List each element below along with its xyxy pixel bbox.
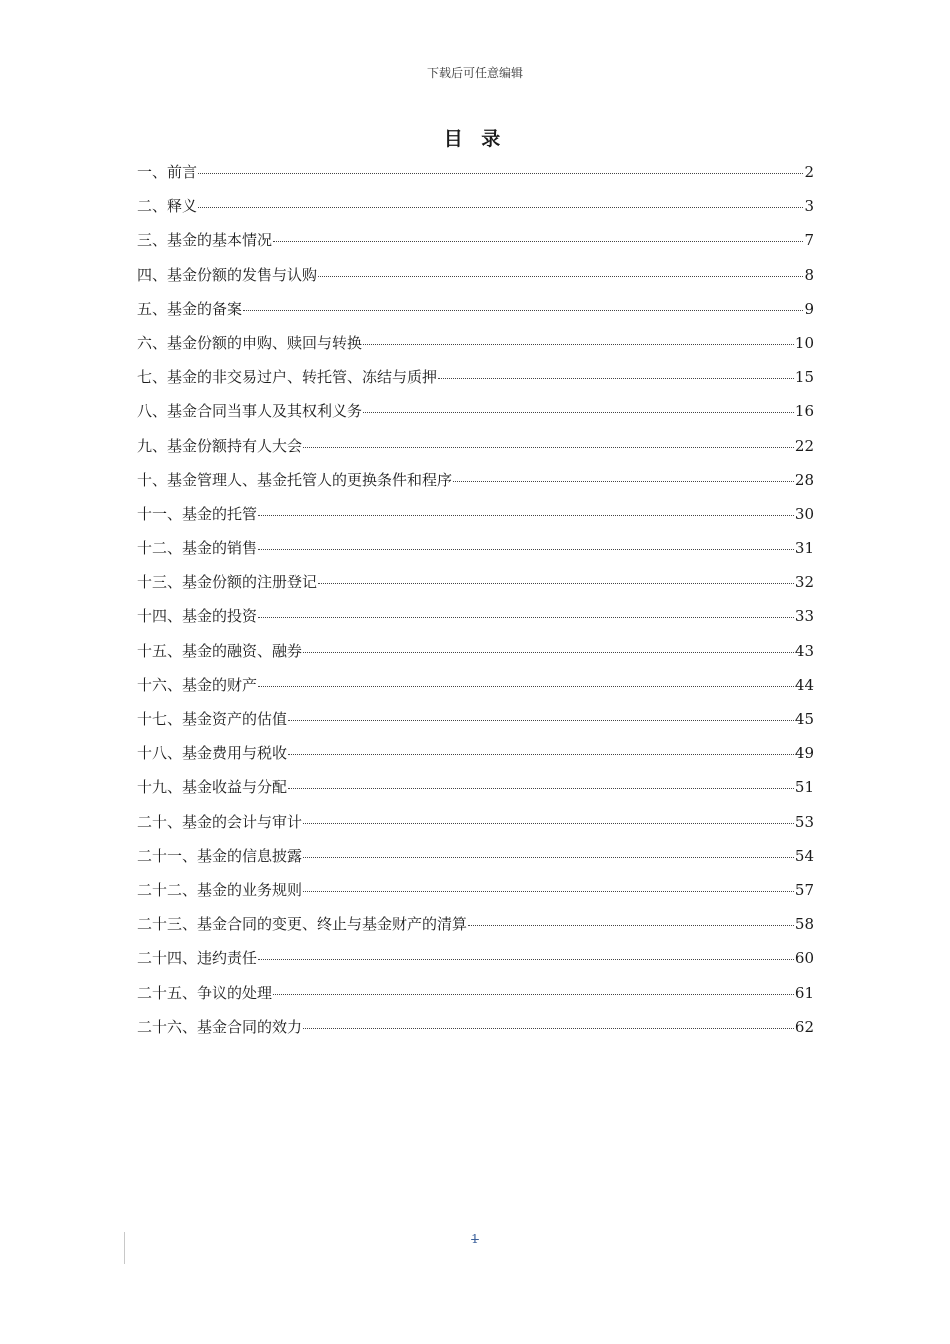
toc-dot-leader	[303, 856, 794, 858]
toc-dot-leader	[198, 206, 803, 208]
toc-entry[interactable]	[137, 810, 814, 844]
toc-entry-label: 二、释义	[137, 197, 198, 216]
toc-entry[interactable]	[137, 228, 814, 262]
toc-entry-label: 二十一、基金的信息披露	[137, 846, 303, 865]
toc-dot-leader	[318, 582, 794, 584]
toc-entry[interactable]	[137, 946, 814, 980]
toc-dot-leader	[288, 787, 794, 789]
toc-entry-page: 3	[804, 197, 814, 216]
toc-entry[interactable]	[137, 502, 814, 536]
toc-entry[interactable]	[137, 365, 814, 399]
toc-dot-leader	[258, 685, 794, 687]
toc-dot-leader	[273, 240, 803, 242]
page-header: 下载后可任意编辑	[426, 66, 523, 80]
toc-dot-leader	[303, 446, 794, 448]
toc-entry[interactable]	[137, 878, 814, 912]
toc-entry-page: 8	[804, 265, 814, 284]
toc-dot-leader	[303, 651, 794, 653]
toc-entry-label: 一、前言	[137, 163, 198, 181]
toc-entry[interactable]	[137, 707, 814, 741]
toc-entry[interactable]	[137, 160, 814, 194]
toc-dot-leader	[453, 480, 794, 482]
toc-entry-label: 十、基金管理人、基金托管人的更换条件和程序	[137, 470, 453, 489]
toc-entry-label: 二十二、基金的业务规则	[137, 880, 303, 899]
toc-entry-page: 15	[794, 368, 814, 387]
toc-entry-label: 十一、基金的托管	[137, 504, 258, 523]
toc-dot-leader	[318, 275, 803, 277]
toc-entry-label: 二十五、争议的处理	[137, 983, 273, 1002]
toc-dot-leader	[258, 958, 794, 960]
toc-entry-page: 28	[794, 470, 814, 489]
toc-entry-label: 二十四、违约责任	[137, 949, 258, 968]
toc-entry[interactable]	[137, 468, 814, 502]
toc-entry[interactable]	[137, 844, 814, 878]
toc-title: 目 录	[443, 128, 507, 150]
toc-entry[interactable]	[137, 639, 814, 673]
toc-entry-label: 二十、基金的会计与审计	[137, 812, 303, 831]
toc-entry[interactable]	[137, 673, 814, 707]
toc-dot-leader	[273, 993, 794, 995]
toc-entry-page: 60	[794, 949, 814, 968]
toc-entry[interactable]	[137, 331, 814, 365]
toc-entry[interactable]	[137, 741, 814, 775]
toc-entry-page: 51	[794, 778, 814, 797]
toc-entry[interactable]	[137, 570, 814, 604]
toc-entry[interactable]	[137, 604, 814, 638]
toc-dot-leader	[303, 822, 794, 824]
toc-entry-page: 10	[794, 333, 814, 352]
toc-entry[interactable]	[137, 775, 814, 809]
toc-entry-page: 33	[794, 607, 814, 626]
toc-entry[interactable]	[137, 536, 814, 570]
toc-entry-page: 45	[794, 710, 814, 728]
toc-entry-label: 五、基金的备案	[137, 299, 243, 318]
toc-entry-label: 八、基金合同当事人及其权利义务	[137, 402, 363, 421]
toc-entry-page: 30	[794, 504, 814, 523]
toc-entry[interactable]	[137, 263, 814, 297]
toc-dot-leader	[303, 1027, 794, 1029]
toc-entry[interactable]	[137, 297, 814, 331]
toc-entry[interactable]	[137, 1015, 814, 1049]
toc-dot-leader	[258, 514, 794, 516]
toc-entry-label: 二十六、基金合同的效力	[137, 1017, 303, 1036]
toc-entry-label: 十七、基金资产的估值	[137, 710, 288, 728]
toc-entry-label: 十四、基金的投资	[137, 607, 258, 626]
toc-entry[interactable]	[137, 434, 814, 468]
toc-entry-page: 61	[794, 983, 814, 1002]
toc-entry-page: 16	[794, 402, 814, 421]
table-of-contents	[137, 160, 814, 1049]
toc-dot-leader	[303, 890, 794, 892]
toc-entry-label: 七、基金的非交易过户、转托管、冻结与质押	[137, 368, 438, 387]
toc-entry-label: 十二、基金的销售	[137, 539, 258, 558]
toc-entry-label: 六、基金份额的申购、赎回与转换	[137, 333, 363, 352]
toc-entry-page: 44	[794, 675, 814, 694]
toc-entry-label: 九、基金份额持有人大会	[137, 436, 303, 455]
toc-entry-label: 十五、基金的融资、融券	[137, 641, 303, 660]
toc-entry-label: 十八、基金费用与税收	[137, 744, 288, 763]
toc-dot-leader	[243, 309, 803, 311]
toc-entry-label: 四、基金份额的发售与认购	[137, 265, 318, 284]
toc-entry-page: 9	[804, 299, 814, 318]
toc-entry-page: 58	[794, 915, 814, 934]
toc-dot-leader	[198, 172, 803, 174]
toc-entry-page: 53	[794, 812, 814, 831]
toc-entry-page: 54	[794, 846, 814, 865]
toc-entry[interactable]	[137, 912, 814, 946]
toc-dot-leader	[363, 343, 794, 345]
toc-dot-leader	[363, 411, 794, 413]
toc-entry-page: 31	[794, 539, 814, 558]
toc-entry-page: 57	[794, 880, 814, 899]
toc-entry[interactable]	[137, 194, 814, 228]
toc-entry-page: 22	[794, 436, 814, 455]
toc-dot-leader	[258, 548, 794, 550]
page-number: 1	[471, 1232, 479, 1246]
toc-dot-leader	[258, 616, 794, 618]
toc-entry-label: 二十三、基金合同的变更、终止与基金财产的清算	[137, 915, 468, 934]
toc-entry-page: 2	[804, 163, 814, 181]
toc-entry-label: 十三、基金份额的注册登记	[137, 573, 318, 592]
toc-entry-label: 三、基金的基本情况	[137, 231, 273, 250]
toc-entry-page: 7	[804, 231, 814, 250]
toc-dot-leader	[468, 924, 794, 926]
toc-dot-leader	[288, 753, 794, 755]
toc-entry-label: 十九、基金收益与分配	[137, 778, 288, 797]
toc-entry[interactable]	[137, 399, 814, 433]
toc-entry-page: 62	[794, 1017, 814, 1036]
toc-entry-page: 49	[794, 744, 814, 763]
toc-entry[interactable]	[137, 981, 814, 1015]
toc-dot-leader	[288, 719, 794, 721]
toc-entry-page: 43	[794, 641, 814, 660]
toc-entry-page: 32	[794, 573, 814, 592]
toc-dot-leader	[438, 377, 794, 379]
toc-entry-label: 十六、基金的财产	[137, 675, 258, 694]
